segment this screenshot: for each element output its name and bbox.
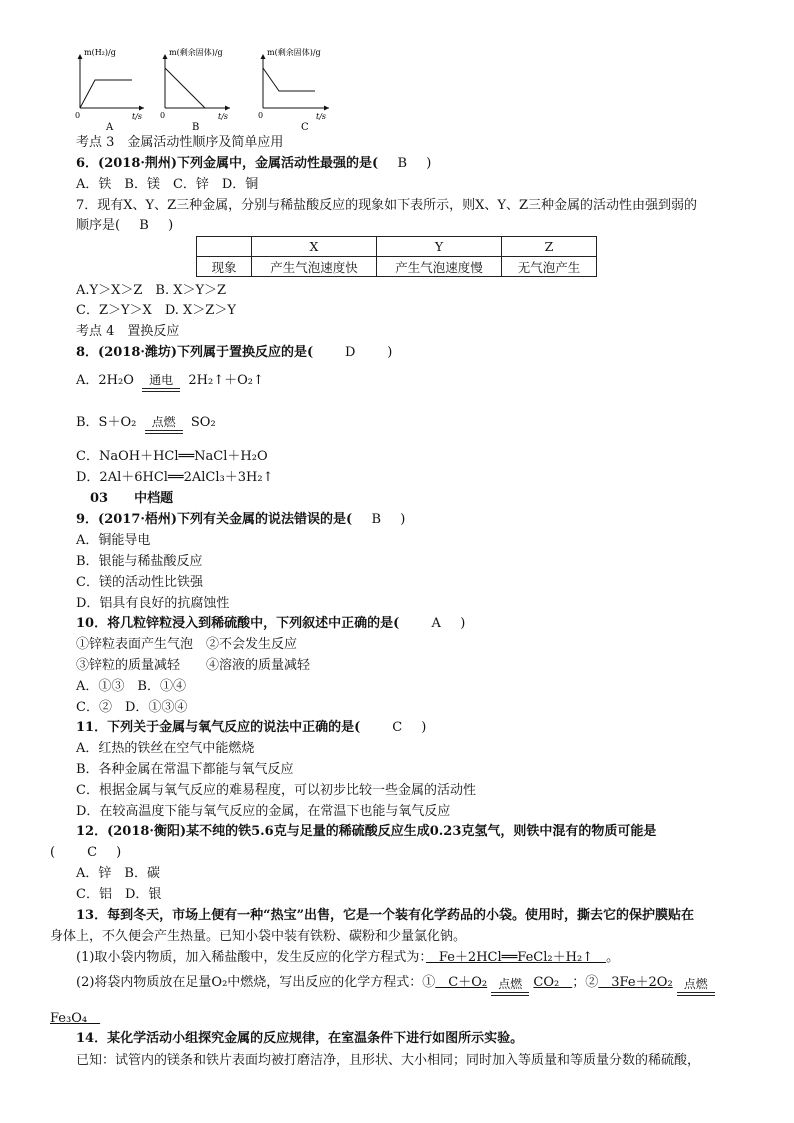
q8-a-left: A．2H₂O xyxy=(76,373,134,388)
q6-answer: B xyxy=(397,156,407,171)
graph-a-origin: 0 xyxy=(75,111,81,120)
q11-close: ) xyxy=(408,720,427,735)
graph-c-caption: C xyxy=(301,122,309,132)
q13-stem-2: 身体上，不久便会产生热量。已知小袋中装有铁粉、碳粉和少量氯化钠。 xyxy=(50,929,467,944)
q7-options-2: C．Z＞Y＞X D. X＞Z＞Y xyxy=(76,303,236,318)
graph-c-ylabel: m(剩余固体)/g xyxy=(267,48,321,57)
q10-close: ) xyxy=(447,616,466,631)
q11-option: A．红热的铁丝在空气中能燃烧 xyxy=(76,741,255,756)
equals-sign xyxy=(145,430,183,434)
q8-answer: D xyxy=(345,345,356,360)
q12-stem xyxy=(76,823,656,841)
q7-table-cell: Z xyxy=(502,237,597,257)
graph-b-origin: 0 xyxy=(160,111,166,120)
graph-a xyxy=(70,42,150,136)
condition-ignite xyxy=(145,416,183,434)
level-heading: 03 中档题 xyxy=(90,491,174,506)
q7-table-cell xyxy=(197,237,252,257)
q7-stem: 7．现有X、Y、Z三种金属，分别与稀盐酸反应的现象如下表所示，则X、Y、Z三种金属的活动性由强到弱的 xyxy=(76,198,698,213)
condition-ignite xyxy=(491,978,529,996)
q10-stem xyxy=(76,615,465,633)
q6-close: ) xyxy=(413,156,432,171)
q10-statement: ③锌粒的质量减轻 ④溶液的质量减轻 xyxy=(76,658,311,673)
q11-option: D．在较高温度下能与氧气反应的金属，在常温下也能与氧气反应 xyxy=(76,804,451,819)
graph-c-xlabel: t/s xyxy=(316,112,327,121)
condition-label: 点燃 xyxy=(151,415,176,429)
graph-b-xlabel: t/s xyxy=(218,112,229,121)
section-heading-3: 考点 3 金属活动性顺序及简单应用 xyxy=(76,135,284,150)
q12-answer-line xyxy=(50,844,121,862)
q8-option-a xyxy=(76,370,264,392)
graph-c xyxy=(253,42,348,136)
q11-stem xyxy=(76,719,426,737)
q7-stem-2 xyxy=(76,217,173,235)
q9-answer: B xyxy=(371,512,381,527)
q7-answer: B xyxy=(139,218,149,233)
q13-part-1 xyxy=(76,949,619,967)
q11-option: B．各种金属在常温下都能与氧气反应 xyxy=(76,762,294,777)
q13-p1-text: (1)取小袋内物质，加入稀盐酸中，发生反应的化学方程式为： xyxy=(76,950,426,965)
q8-b-right: SO₂ xyxy=(190,415,216,430)
q7-table-cell: 产生气泡速度慢 xyxy=(377,257,502,277)
q13-p2-mid: ；② xyxy=(572,975,599,990)
q8-a-right: 2H₂↑＋O₂↑ xyxy=(188,373,264,388)
q10-options-2: C．② D．①③④ xyxy=(76,700,188,715)
q12-stem-text: 12．(2018·衡阳)某不纯的铁5.6克与足量的稀硫酸反应生成0.23克氢气，则铁中混有的物质可能是 xyxy=(76,824,657,839)
q12-open: ( xyxy=(50,845,82,860)
q12-options-2: C．铝 D．银 xyxy=(76,887,162,902)
graph-b-caption: B xyxy=(192,122,200,132)
condition-electrolysis xyxy=(142,374,180,392)
q8-close: ) xyxy=(361,345,393,360)
q13-p2-answer-1b: CO₂ xyxy=(533,975,573,990)
q7-table-cell: Y xyxy=(377,237,502,257)
q7-table-head xyxy=(197,237,597,257)
graph-a-ylabel: m(H₂)/g xyxy=(84,48,116,57)
q11-option: C．根据金属与氧气反应的难易程度，可以初步比较一些金属的活动性 xyxy=(76,783,476,798)
q7-table xyxy=(196,236,597,277)
graph-b xyxy=(155,42,250,136)
equals-sign xyxy=(491,992,529,996)
q12-options-1: A．锌 B．碳 xyxy=(76,866,160,881)
graph-c-origin: 0 xyxy=(258,111,264,120)
q13-p1-end: 。 xyxy=(606,950,620,965)
q11-stem-text: 11．下列关于金属与氧气反应的说法中正确的是( xyxy=(76,720,387,735)
q9-option: A．铜能导电 xyxy=(76,533,151,548)
q7-table-cell: 现象 xyxy=(197,257,252,277)
q9-option: C．镁的活动性比铁强 xyxy=(76,575,203,590)
q10-stem-text: 10．将几粒锌粒浸入到稀硫酸中，下列叙述中正确的是( xyxy=(76,616,426,631)
q12-answer: C xyxy=(87,845,98,860)
graph-a-caption: A xyxy=(106,122,114,132)
q10-options-1: A．①③ B．①④ xyxy=(76,679,186,694)
graph-a-xlabel: t/s xyxy=(132,112,143,121)
equals-sign xyxy=(677,992,715,996)
graph-b-ylabel: m(剩余固体)/g xyxy=(169,48,223,57)
q13-p2-answer-2: 3Fe＋2O₂ xyxy=(598,975,673,990)
q13-p2-answer-1: C＋O₂ xyxy=(435,975,488,990)
q13-p2-text: (2)将袋内物质放在足量O₂中燃烧，写出反应的化学方程式：① xyxy=(76,975,436,990)
q10-statement: ①锌粒表面产生气泡 ②不会发生反应 xyxy=(76,637,298,652)
q9-option: D．铝具有良好的抗腐蚀性 xyxy=(76,596,230,611)
q6-stem-text: 6．(2018·荆州)下列金属中，金属活动性最强的是( xyxy=(76,156,392,171)
condition-label: 通电 xyxy=(149,373,174,387)
q9-stem xyxy=(76,511,405,529)
q7-table-cell: X xyxy=(252,237,377,257)
condition-label: 点燃 xyxy=(683,977,708,991)
q14-stem: 14．某化学活动小组探究金属的反应规律，在室温条件下进行如图所示实验。 xyxy=(76,1031,524,1046)
q13-p2-answer-2b: Fe₃O₄ xyxy=(50,1011,101,1026)
q8-option-c: C．NaOH＋HCl══NaCl＋H₂O xyxy=(76,449,268,464)
q13-stem: 13．每到冬天，市场上便有一种“热宝”出售，它是一个装有化学药品的小袋。使用时，撕去它的保护膜贴在 xyxy=(76,908,695,923)
q7-table-row xyxy=(197,257,597,277)
q14-stem-2: 已知：试管内的镁条和铁片表面均被打磨洁净，且形状、大小相同；同时加入等质量和等质量分数的稀硫酸， xyxy=(76,1053,701,1068)
q6-options: A．铁 B．镁 C．锌 D．铜 xyxy=(76,177,259,192)
q7-close: ) xyxy=(155,218,174,233)
equals-sign xyxy=(142,388,180,392)
q8-option-d: D．2Al＋6HCl══2AlCl₃＋3H₂↑ xyxy=(76,470,274,485)
q13-p1-answer: Fe＋2HCl══FeCl₂＋H₂↑ xyxy=(425,950,607,965)
q9-close: ) xyxy=(387,512,406,527)
q8-stem xyxy=(76,344,392,362)
q8-b-left: B．S＋O₂ xyxy=(76,415,137,430)
section-heading-4: 考点 4 置换反应 xyxy=(76,324,180,339)
q6-stem xyxy=(76,155,431,173)
q7-stem-2-text: 顺序是( xyxy=(76,218,134,233)
q10-answer: A xyxy=(431,616,441,631)
q12-close: ) xyxy=(103,845,122,860)
q7-options-1: A.Y＞X＞Z B. X＞Y＞Z xyxy=(76,283,227,298)
q11-answer: C xyxy=(392,720,403,735)
q7-table-cell: 无气泡产生 xyxy=(502,257,597,277)
q8-stem-text: 8．(2018·潍坊)下列属于置换反应的是( xyxy=(76,345,340,360)
condition-label: 点燃 xyxy=(498,977,523,991)
q13-part-2 xyxy=(76,970,715,996)
q9-stem-text: 9．(2017·梧州)下列有关金属的说法错误的是( xyxy=(76,512,366,527)
q7-table-cell: 产生气泡速度快 xyxy=(252,257,377,277)
condition-ignite xyxy=(677,978,715,996)
q9-option: B．银能与稀盐酸反应 xyxy=(76,554,203,569)
q8-option-b xyxy=(76,412,216,434)
